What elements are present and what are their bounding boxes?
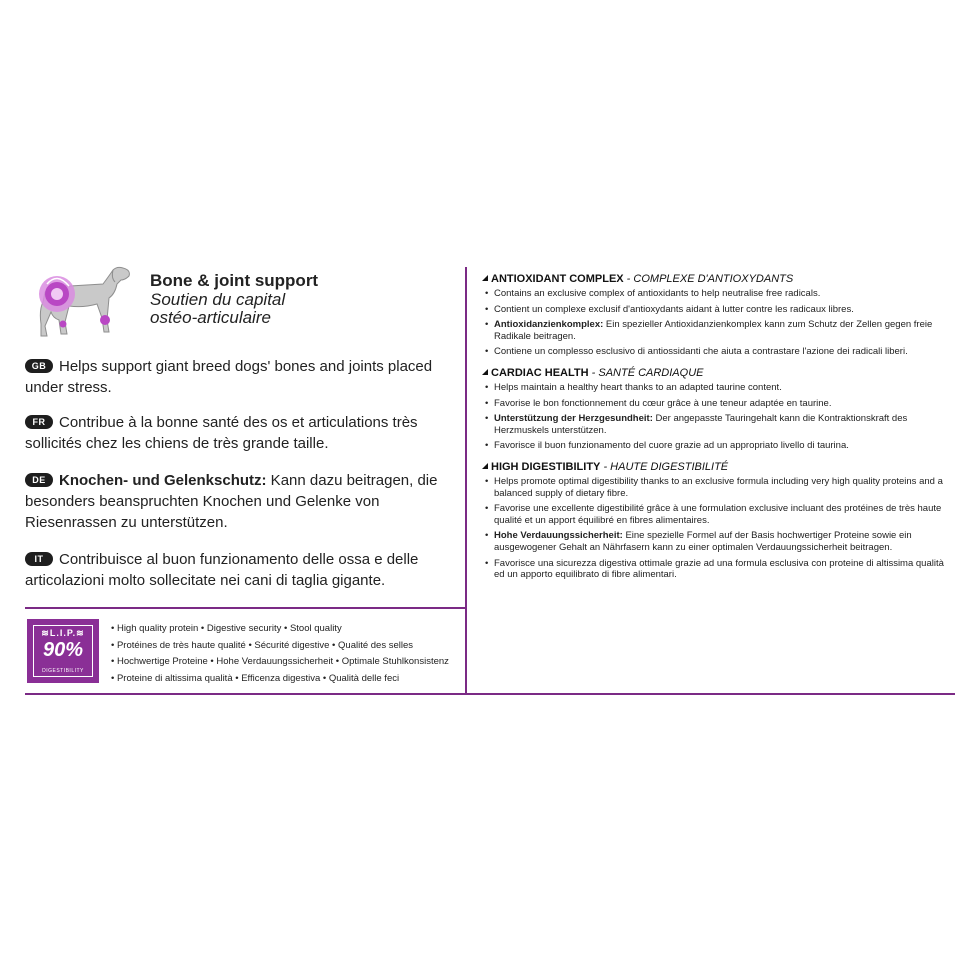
lang-block-fr [25, 412, 445, 454]
list-item: • Favorisce il buon funzionamento del cuore grazie ad un appropriato livello di taurina. [482, 440, 952, 452]
title-en: Bone & joint support [150, 271, 319, 290]
lang-text: Contribue à la bonne santé des os et articulations très sollicités chez les chiens de très grande taille. [25, 414, 418, 452]
list-item: • Favorise le bon fonctionnement du cœur grâce à une teneur adaptée en taurine. [482, 398, 952, 410]
language-badge: GB [25, 359, 53, 373]
features-column [482, 272, 952, 589]
list-item: • Helps promote optimal digestibility thanks to an exclusive formula including very high quality proteins and a balanced supply of dietary fibre. [482, 476, 952, 499]
title-fr-line2: ostéo-articulaire [150, 308, 271, 328]
digestibility-seal [27, 619, 99, 683]
lang-text: Contribuisce al buon funzionamento delle ossa e delle articolazioni molto sollecitate nei cani di taglia gigante. [25, 551, 419, 589]
divider-left [25, 607, 465, 609]
lang-block-it [25, 549, 445, 591]
list-item: • Hohe Verdauungssicherheit: Eine spezielle Formel auf der Basis hochwertiger Proteine sowie ein ausgewogener Gehalt an Nährfasern kann zu einer optimalen Verdauungssicherheit beitragen. [482, 530, 952, 553]
list-item: • Contient un complexe exclusif d'antioxydants aidant à lutter contre les radicaux libres. [482, 304, 952, 316]
section-heading: ANTIOXIDANT COMPLEX - COMPLEXE D'ANTIOXYDANTS [482, 272, 952, 286]
lang-block-gb [25, 356, 445, 398]
lang-text: Helps support giant breed dogs' bones and joints placed under stress. [25, 358, 433, 396]
product-info-panel [25, 262, 955, 696]
lang-text: Kann dazu beitragen, die besonders beanspruchten Knochen und Gelenke von Riesenrassen zu unterstützen. [25, 472, 438, 531]
quality-line: • Protéines de très haute qualité • Sécurité digestive • Qualité des selles [111, 639, 414, 651]
quality-line: • Hochwertige Proteine • Hohe Verdauungssicherheit • Optimale Stuhlkonsistenz [111, 656, 449, 667]
quality-line: • Proteine di altissima qualità • Efficenza digestiva • Qualità delle feci [111, 672, 400, 684]
list-item: • Contiene un complesso esclusivo di antiossidanti che aiuta a contrastare l'azione dei radicali liberi. [482, 346, 952, 358]
divider-bottom [25, 693, 955, 695]
list-item: • Favorisce una sicurezza digestiva ottimale grazie ad una formula esclusiva con proteine di altissima qualità ed un apporto equilibrato di fibre alimentari. [482, 558, 952, 581]
quality-line: • High quality protein • Digestive security • Stool quality [111, 623, 342, 634]
triangle-marker-icon [482, 275, 488, 281]
list-item: • Antioxidanzienkomplex: Ein spezieller Antioxidanzienkomplex kann zum Schutz der Zellen gegen freie Radikale beitragen. [482, 319, 952, 342]
triangle-marker-icon [482, 463, 488, 469]
section-heading: HIGH DIGESTIBILITY - HAUTE DIGESTIBILITÉ [482, 460, 952, 474]
divider-vertical [465, 267, 467, 694]
section-cardiac [482, 366, 952, 452]
seal-bottom: DIGESTIBILITY [42, 668, 84, 674]
language-badge: DE [25, 473, 53, 487]
dog-joint-illustration [25, 262, 133, 342]
benefit-title [150, 272, 318, 328]
language-badge: FR [25, 415, 53, 429]
language-badge: IT [25, 552, 53, 566]
triangle-marker-icon [482, 369, 488, 375]
lang-strong: Knochen- und Gelenkschutz: [59, 472, 267, 489]
quality-list [111, 621, 461, 687]
list-item: • Favorise une excellente digestibilité grâce à une formulation exclusive incluant des protéines de très haute qualité et un apport équilibré en fibres alimentaires. [482, 503, 952, 526]
lang-block-de [25, 470, 445, 533]
list-item: • Contains an exclusive complex of antioxidants to help neutralise free radicals. [482, 288, 952, 300]
section-heading: CARDIAC HEALTH - SANTÉ CARDIAQUE [482, 366, 952, 380]
section-antioxidant [482, 272, 952, 358]
seal-top: ≋L.I.P.≋ [41, 628, 85, 638]
section-digestibility [482, 460, 952, 581]
list-item: • Helps maintain a healthy heart thanks to an adapted taurine content. [482, 382, 952, 394]
seal-value: 90% [42, 639, 84, 661]
title-fr-line1: Soutien du capital [150, 289, 286, 309]
list-item: • Unterstützung der Herzgesundheit: Der angepasste Tauringehalt kann die Kontraktionskraft des Herzmuskels unterstützen. [482, 413, 952, 436]
